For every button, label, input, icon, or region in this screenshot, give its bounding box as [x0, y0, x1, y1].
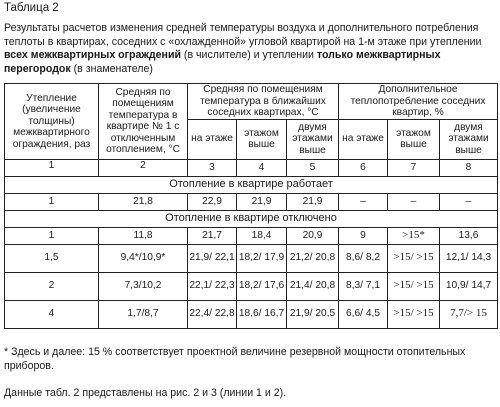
header-apartment1-temp: Средняя по помещениям температура в квартире № 1 с отключенным отоплением, °С: [99, 84, 188, 160]
column-number: 4: [237, 159, 287, 176]
table-cell: 1: [5, 227, 99, 244]
table-cell: 9: [339, 227, 388, 244]
column-number: 1: [5, 159, 99, 176]
table-cell: 12,1/ 14,3: [440, 244, 498, 272]
header-insulation: Утепление (увеличение толщины) межквартирного ограждения, раз: [5, 84, 99, 160]
table-cell: 22,4/ 22,8: [188, 300, 237, 328]
table-row: [5, 227, 498, 244]
header-neighbor-temp: Средняя по помещениям температура в ближайших соседних квартирах, °С: [188, 84, 339, 120]
table-cell: 18,2/ 17,6: [237, 272, 287, 300]
table-cell: 4: [5, 300, 99, 328]
table-cell: 11,8: [99, 227, 188, 244]
column-number: 6: [339, 159, 388, 176]
table-cell: 1,7/8,7: [99, 300, 188, 328]
table-cell: 10,9/ 14,7: [440, 272, 498, 300]
table-cell: 8,6/ 8,2: [339, 244, 388, 272]
table-cell: 2: [5, 272, 99, 300]
table-cell: 6,6/ 4,5: [339, 300, 388, 328]
column-number: 5: [287, 159, 339, 176]
table-cell: 18,4: [237, 227, 287, 244]
column-number: 8: [440, 159, 498, 176]
table-cell: –: [440, 193, 498, 210]
table-row: [5, 193, 498, 210]
table-cell: >15/ >15: [388, 272, 440, 300]
column-number: 2: [99, 159, 188, 176]
intro-text-2: (в числителе) и утеплении: [180, 49, 317, 62]
table-cell: 7,7/> 15: [440, 300, 498, 328]
table-cell: 1: [5, 193, 99, 210]
subheader-cell: на этаже: [188, 119, 237, 159]
table-cell: 21,9: [287, 193, 339, 210]
table-row: [5, 244, 498, 272]
table-description: [4, 22, 498, 76]
subheader-cell: двумя этажами выше: [440, 119, 498, 159]
table-cell: >15*: [388, 227, 440, 244]
table-cell: 1,5: [5, 244, 99, 272]
table-cell: 22,9: [188, 193, 237, 210]
section-heating-off: Отопление в квартире отключено: [5, 210, 498, 227]
results-table: [4, 83, 498, 329]
table-cell: 18,2/ 17,9: [237, 244, 287, 272]
subheader-cell: этажом выше: [237, 119, 287, 159]
intro-text-1: Результаты расчетов изменения средней температуры воздуха и дополнительного потребления теплоты в квартирах, соседних с «охлажденной» угловой квартирой на 1-м этаже при утеплении: [4, 22, 482, 48]
table-footnote: * Здесь и далее: 15 % соответствует проектной величине резервной мощности отопительных приборов.: [4, 346, 466, 372]
table-cell: 13,6: [440, 227, 498, 244]
table-cell: 9,4*/10,9*: [99, 244, 188, 272]
intro-bold-1: всех межквартирных ограждений: [4, 49, 181, 62]
subheader-cell: этажом выше: [388, 119, 440, 159]
table-cell: 21,8: [99, 193, 188, 210]
table-cell: 21,2/ 20,8: [287, 244, 339, 272]
table-cell: 21,9/ 22,1: [188, 244, 237, 272]
section-heating-on: Отопление в квартире работает: [5, 176, 498, 193]
table-caption: Таблица 2: [4, 2, 59, 14]
table-cell: 21,7: [188, 227, 237, 244]
subheader-cell: двумя этажами выше: [287, 119, 339, 159]
table-cell: >15/ >15: [388, 300, 440, 328]
table-cell: >15/ >15: [388, 244, 440, 272]
header-extra-heat: Дополнительное теплопотребление соседних квартир, %: [339, 84, 498, 120]
table-cell: 8,3/ 7,1: [339, 272, 388, 300]
table-cell: 21,9: [237, 193, 287, 210]
figure-reference-note: Данные табл. 2 представлены на рис. 2 и 3 (линии 1 и 2).: [4, 387, 287, 399]
subheader-cell: на этаже: [339, 119, 388, 159]
table-cell: –: [339, 193, 388, 210]
column-number: 3: [188, 159, 237, 176]
table-cell: 20,9: [287, 227, 339, 244]
table-cell: –: [388, 193, 440, 210]
table-cell: 21,4/ 20,8: [287, 272, 339, 300]
column-number: 7: [388, 159, 440, 176]
intro-text-3: (в знаменателе): [70, 62, 153, 75]
table-row: [5, 272, 498, 300]
intro-bold-2: только межквартирных перегородок: [4, 49, 441, 75]
table-cell: 18,6/ 16,7: [237, 300, 287, 328]
table-cell: 7,3/10,2: [99, 272, 188, 300]
table-row: [5, 300, 498, 328]
table-cell: 21,9/ 20,5: [287, 300, 339, 328]
table-cell: 22,1/ 22,3: [188, 272, 237, 300]
